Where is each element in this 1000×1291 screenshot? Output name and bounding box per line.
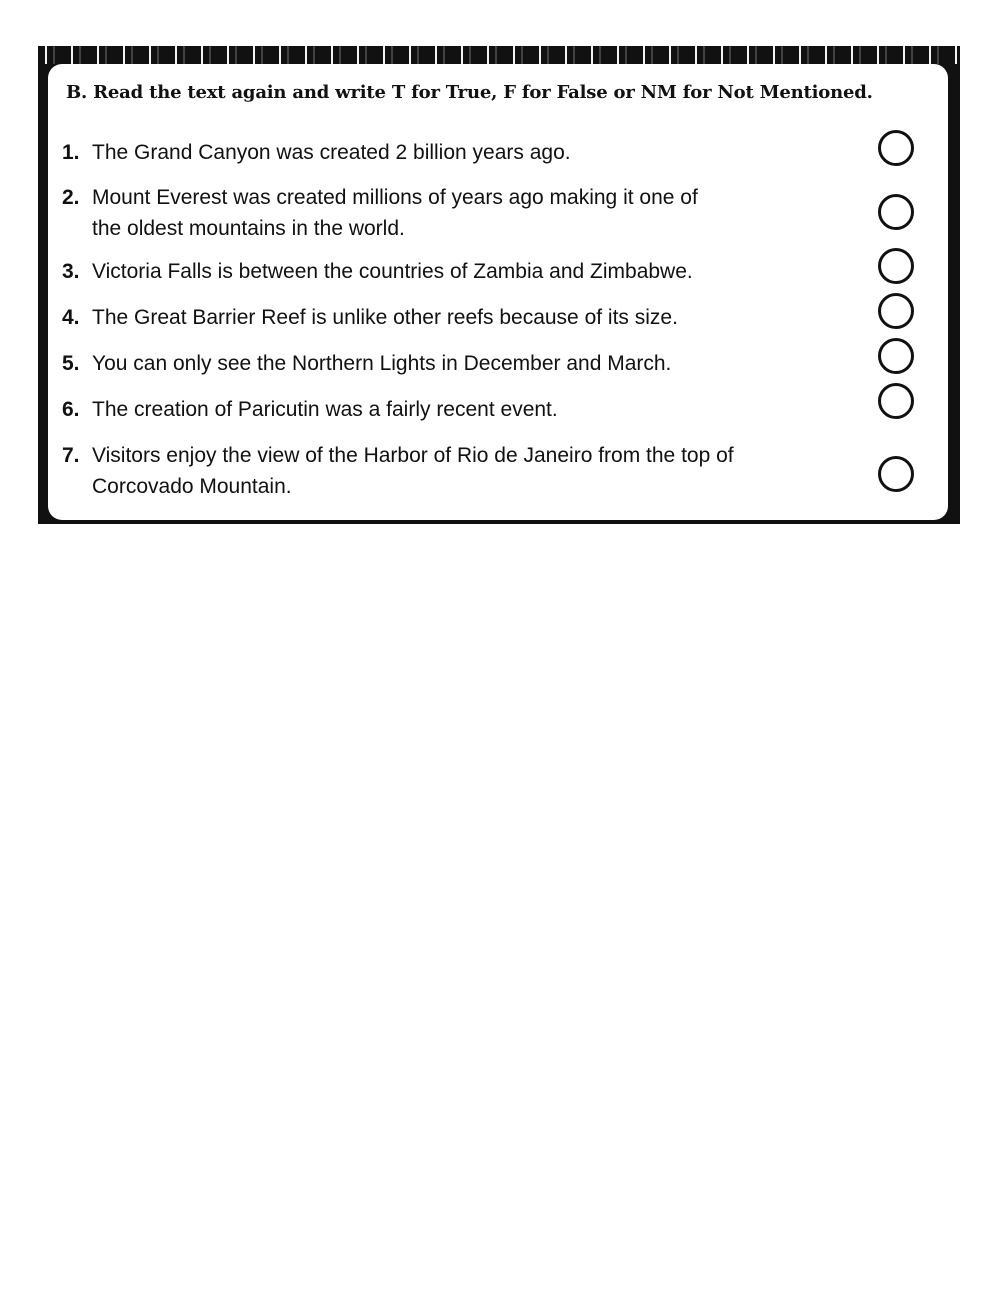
question-text: Visitors enjoy the view of the Harbor of Rio de Janeiro from the top of (92, 444, 734, 467)
question-4 (62, 302, 678, 333)
question-7 (62, 440, 734, 502)
answer-circle-2[interactable] (878, 194, 914, 230)
question-number: 2. (62, 186, 80, 209)
answer-circle-6[interactable] (878, 383, 914, 419)
answer-circle-5[interactable] (878, 338, 914, 374)
question-number: 5. (62, 352, 80, 375)
answer-circle-4[interactable] (878, 293, 914, 329)
question-number: 6. (62, 398, 80, 421)
question-number: 7. (62, 444, 80, 467)
question-text: The Great Barrier Reef is unlike other reefs because of its size. (92, 306, 678, 329)
question-1 (62, 137, 571, 168)
rough-border-decoration (38, 46, 960, 64)
question-number: 4. (62, 306, 80, 329)
question-number: 1. (62, 141, 80, 164)
question-number: 3. (62, 260, 80, 283)
question-5 (62, 348, 671, 379)
question-text: You can only see the Northern Lights in December and March. (92, 352, 672, 375)
instruction-text: B. Read the text again and write T for True, F for False or NM for Not Mentioned. (66, 82, 873, 103)
question-text: Victoria Falls is between the countries of Zambia and Zimbabwe. (92, 260, 693, 283)
question-text-continued: Corcovado Mountain. (92, 475, 292, 498)
question-text: Mount Everest was created millions of years ago making it one of (92, 186, 698, 209)
question-text: The Grand Canyon was created 2 billion years ago. (92, 141, 571, 164)
question-6 (62, 394, 558, 425)
answer-circle-1[interactable] (878, 130, 914, 166)
answer-circle-3[interactable] (878, 248, 914, 284)
answer-circle-7[interactable] (878, 456, 914, 492)
question-text: The creation of Paricutin was a fairly recent event. (92, 398, 558, 421)
question-3 (62, 256, 693, 287)
question-2 (62, 182, 698, 244)
question-text-continued: the oldest mountains in the world. (92, 217, 405, 240)
